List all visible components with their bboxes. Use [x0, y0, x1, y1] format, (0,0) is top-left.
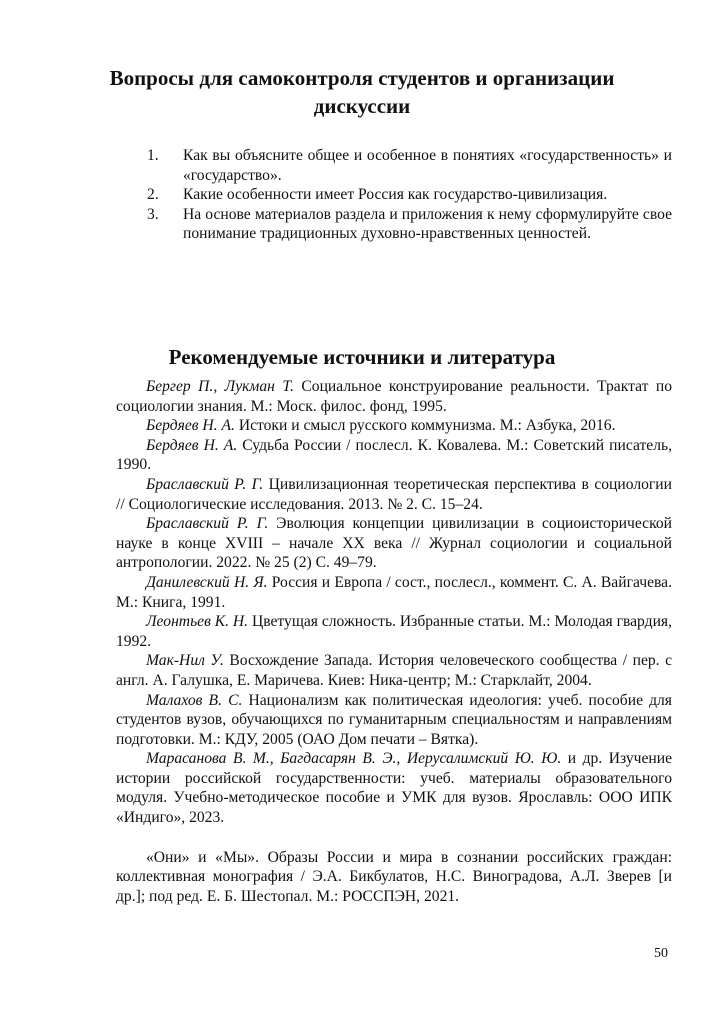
- list-item-number: 1.: [147, 147, 159, 164]
- reference-text: Цивилизационная теоретическая перспектива в социологии // Социологические исследования. 2013. № 2. С. 15–24.: [116, 475, 672, 513]
- reference-text: Национализм как политическая идеология: учеб. пособие для студентов вузов, обучающихся по гуманитарным специальностям и направлениям подготовки. М.: КДУ, 2005 (ОАО Дом печати – Вятка).: [116, 691, 672, 748]
- references-heading: Рекомендуемые источники и литература: [168, 345, 556, 369]
- reference-author: Браславский Р. Г.: [146, 515, 269, 533]
- reference-author: Мак-Нил У.: [146, 652, 224, 670]
- reference-author: Браславский Р. Г.: [146, 475, 264, 493]
- list-item-number: 3.: [147, 205, 159, 223]
- reference-author: Малахов В. С.: [146, 691, 243, 709]
- reference-text: Россия и Европа / сост., послесл., коммент. С. А. Вайгачева. М.: Книга, 1991.: [116, 573, 672, 611]
- questions-heading: [60, 64, 664, 120]
- list-item-text: На основе материалов раздела и приложения к нему сформулируйте свое понимание традиционных духовно-нравственных ценностей.: [183, 205, 672, 242]
- reference-entry: [116, 612, 672, 651]
- list-item: [116, 205, 672, 244]
- questions-list: [116, 146, 672, 244]
- questions-heading-line2: дискуссии: [313, 94, 411, 118]
- reference-text: «Они» и «Мы». Образы России и мира в сознании российских граждан: коллективная монография / Э.А. Бикбулатов, Н.С. Виноградова, А.Л. Зверев [и др.]; под ред. Е. Б. Шестопал. М.: РОССПЭН, 2021.: [116, 848, 672, 905]
- reference-entry: [116, 573, 672, 612]
- reference-author: Данилевский Н. Я.: [146, 573, 268, 591]
- list-item: [116, 185, 672, 205]
- reference-author: Леонтьев К. Н.: [146, 613, 249, 631]
- reference-author: Бердяев Н. А.: [146, 436, 238, 454]
- reference-entry: [116, 848, 672, 907]
- list-item-text: Как вы объясните общее и особенное в понятиях «государственность» и «государство».: [183, 147, 672, 184]
- reference-entry: [116, 436, 672, 475]
- reference-text: Судьба России / послесл. К. Ковалева. М.: Советский писатель, 1990.: [116, 436, 672, 474]
- references-list: [116, 377, 672, 906]
- reference-entry: [116, 749, 672, 827]
- reference-author: Марасанова В. М., Багдасарян В. Э., Иерусалимский Ю. Ю.: [146, 750, 562, 768]
- reference-entry: [116, 651, 672, 690]
- questions-heading-line1: Вопросы для самоконтроля студентов и организации: [109, 66, 615, 90]
- reference-text: и др. Изучение истории российской государственности: учеб. материалы образовательного модуля. Учебно-методическое пособие и УМК для вузов. Ярославль: ООО ИПК «Индиго», 2023.: [116, 750, 672, 827]
- reference-text: Восхождение Запада. История человеческого сообщества / пер. с англ. А. Галушка, Е. Маричева. Киев: Ника-центр; М.: Старклайт, 2004.: [116, 652, 672, 689]
- reference-entry: [116, 514, 672, 573]
- reference-text: Истоки и смысл русского коммунизма. М.: Азбука, 2016.: [234, 417, 616, 435]
- reference-author: Бергер П., Лукман Т.: [146, 378, 294, 395]
- list-item: [116, 146, 672, 185]
- list-item-number: 2.: [147, 186, 159, 203]
- reference-text: Цветущая сложность. Избранные статьи. М.: Молодая гвардия, 1992.: [116, 613, 673, 650]
- reference-author: Бердяев Н. А.: [146, 417, 235, 435]
- reference-entry: [116, 475, 672, 514]
- reference-entry: [116, 416, 672, 436]
- reference-text: Эволюция концепции цивилизации в социоисторической науке в конце XVIII – начале XX века // Журнал социологии и социальной антропологии. 2022. № 25 (2) С. 49–79.: [116, 515, 672, 572]
- reference-text: Социальное конструирование реальности. Трактат по социологии знания. М.: Моск. филос. фонд, 1995.: [116, 378, 672, 415]
- reference-entry: [116, 691, 672, 750]
- list-item-text: Какие особенности имеет Россия как государство-цивилизация.: [183, 186, 608, 203]
- reference-entry: [116, 377, 672, 416]
- page-number: 50: [654, 946, 668, 961]
